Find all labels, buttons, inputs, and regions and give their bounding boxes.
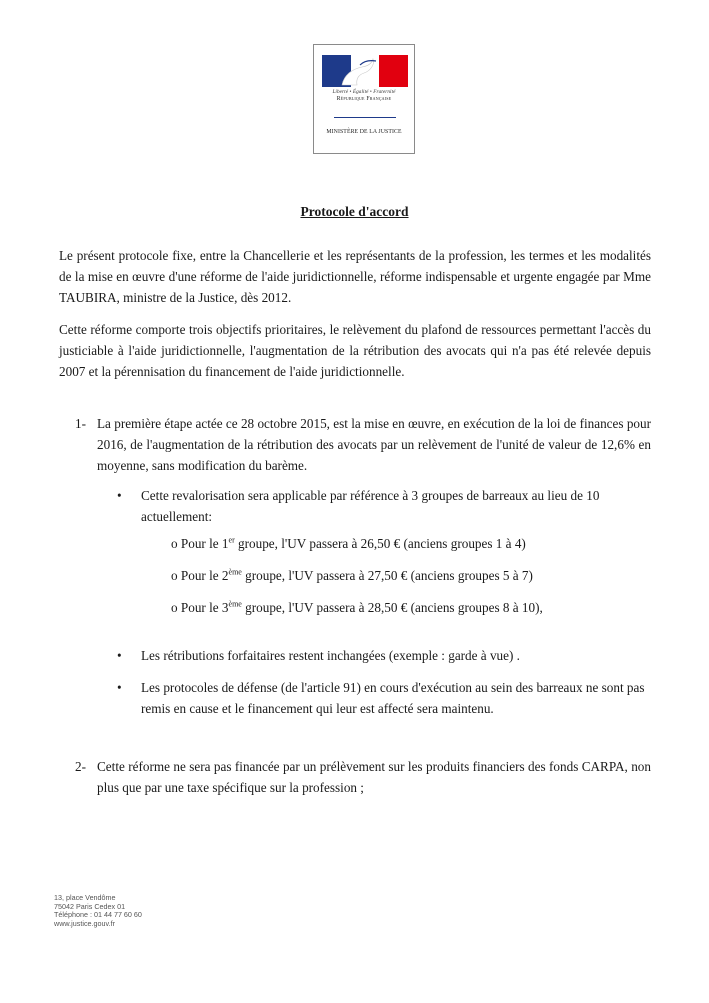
bullet-text: Les rétributions forfaitaires restent inchangées (exemple : garde à vue) . <box>141 648 520 663</box>
republic-motto: Liberté • Égalité • Fraternité <box>332 89 396 95</box>
numbered-item-1 <box>75 413 651 476</box>
ministry-logo <box>313 44 415 154</box>
bullet-text: Les protocoles de défense (de l'article 91) en cours d'exécution au sein des barreaux ne sont pas remis en cause et le financement qui leur est affecté sera maintenu. <box>141 680 645 716</box>
numbered-item-2 <box>75 756 651 798</box>
logo-divider <box>334 117 396 118</box>
marianne-flag-icon <box>322 55 408 87</box>
bullet-item-protocoles <box>117 677 651 719</box>
sub-bullet-icon: o <box>171 536 178 551</box>
bullet-item-revalorisation <box>117 485 651 527</box>
footer-city: 75042 Paris Cedex 01 <box>54 901 126 911</box>
item-text: La première étape actée ce 28 octobre 2015, est la mise en œuvre, en exécution de la loi de finances pour 2016, de l'augmentation de la rétribution des avocats par un relèvement de l'unité de valeur de 12,6% en moyenne, sans modification du barème. <box>97 416 651 473</box>
bullet-text: Cette revalorisation sera applicable par référence à 3 groupes de barreaux au lieu de 10 actuellement: <box>141 488 600 524</box>
bullet-icon: • <box>117 488 122 503</box>
sub-bullet-icon: o <box>171 600 178 615</box>
document-title: Protocole d'accord <box>300 204 409 219</box>
footer-address <box>54 894 142 928</box>
group-item-2: o Pour le 2ème groupe, l'UV passera à 27,50 € (anciens groupes 5 à 7) <box>171 567 533 583</box>
item-text: Cette réforme ne sera pas financée par un prélèvement sur les produits financiers des fonds CARPA, non plus que par une taxe spécifique sur la profession ; <box>97 759 651 795</box>
objectives-paragraph: Cette réforme comporte trois objectifs prioritaires, le relèvement du plafond de ressources permettant l'accès du justiciable à l'aide juridictionnelle, l'augmentation de la rétribution des avocats qui n'a pas été relevée depuis 2007 et la pérennisation du financement de l'aide juridictionnelle. <box>59 322 651 379</box>
bullet-icon: • <box>117 648 122 663</box>
group-item-3: o Pour le 3ème groupe, l'UV passera à 28,50 € (anciens groupes 8 à 10), <box>171 599 543 615</box>
bullet-item-forfaitaires <box>117 645 651 666</box>
sub-bullet-icon: o <box>171 568 178 583</box>
bullet-icon: • <box>117 680 122 695</box>
intro-paragraph: Le présent protocole fixe, entre la Chancellerie et les représentants de la profession, les termes et les modalités de la mise en œuvre d'une réforme de l'aide juridictionnelle, réforme indispensable et urgente engagée par Mme TAUBIRA, ministre de la Justice, dès 2012. <box>59 248 651 305</box>
footer-website: www.justice.gouv.fr <box>54 918 115 928</box>
footer-street: 13, place Vendôme <box>54 893 116 902</box>
footer-phone: Téléphone : 01 44 77 60 60 <box>54 910 142 920</box>
group-item-1: o Pour le 1er groupe, l'UV passera à 26,50 € (anciens groupes 1 à 4) <box>171 535 526 551</box>
ministry-name: MINISTÈRE DE LA JUSTICE <box>326 129 402 135</box>
republic-name: République Française <box>336 96 392 102</box>
item-number: 1- <box>75 416 86 431</box>
item-number: 2- <box>75 759 86 774</box>
